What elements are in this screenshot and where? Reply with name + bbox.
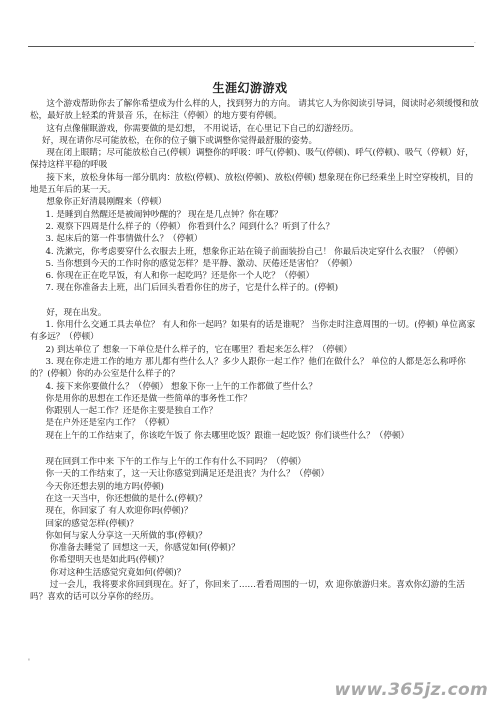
- paragraph-line: 你希望明天也是如此吗(停顿)？: [49, 555, 169, 566]
- bottom-mark: ': [28, 658, 30, 666]
- site-watermark: www.365jz.com: [334, 680, 488, 700]
- paragraph-line: 你跟别人一起工作？还是你主要是独自工作？: [45, 406, 218, 417]
- paragraph-line: 现在回到工作中来 下午的工作与上午的工作有什么不同吗？（停顿）: [45, 457, 307, 468]
- list-item: 2. 观察下四周是什么样子的（停顿） 你看到什么？闻到什么？听到了什么？: [45, 221, 335, 232]
- paragraph: 想象你正好清晨刚醒来（停顿）: [46, 197, 167, 208]
- paragraph-line: 回家的感觉怎样(停顿)？: [45, 518, 139, 529]
- list-item: 6. 你现在正在吃早饭，有人和你一起吃吗？还是你一个人吃？（停顿）: [45, 271, 315, 282]
- paragraph: 好，现在请你尽可能放松，在你的位子躺下或调整你觉得最舒服的姿势。: [42, 135, 318, 146]
- list-item: 3. 现在你走进工作的地方 那儿都有些什么人？多少人跟你一起工作？他们在做什么？ 单位的人都是怎么称呼你的？(停顿）你的办公室是什么样子的？: [30, 356, 466, 380]
- paragraph: 接下来，放松身体每一部分肌肉：放松(停顿)、放松(停顿)、放松(停顿) 想象现在你已经乘坐上时空穿梭机，目的地是五年后的某一天。: [30, 172, 474, 196]
- paragraph-line: 你对这种生活感觉究竟如何(停顿)？: [49, 567, 186, 578]
- paragraph-line: 是在户外还是室内工作？（停顿）: [45, 418, 175, 429]
- paragraph-closing: 过一会儿，我将要求你回到现在。好了，你回来了……看看周围的一切，欢 迎你旅游归来。喜欢你幻游的生活吗？喜欢的话可以分享你的经历。: [30, 579, 465, 603]
- header-rule: [28, 46, 474, 47]
- list-item: 4. 洗漱完，你考虑要穿什么衣服去上班，想象你正站在镜子前面装扮自己！ 你最后决定穿什么衣服？（停顿）: [45, 246, 464, 257]
- paragraph-line: 现在，你回家了 有人欢迎你吗(停顿)？: [45, 506, 193, 517]
- paragraph: 这有点像催眠游戏，你需要做的是幻想， 不用说话，在心里记下自己的幻游经历。: [46, 123, 359, 134]
- spacer: [30, 442, 480, 456]
- paragraph-line: 在这一天当中，你还想做的是什么(停顿)？: [45, 493, 207, 504]
- list-item: 1. 你用什么交通工具去单位？ 有人和你一起吗？如果有的话是谁呢？ 当你走时注意周围的一切。(停顿) 单位离家有多远？（停顿）: [30, 320, 476, 343]
- list-item: 4. 接下来你要做什么？（停顿） 想象下你一上午的工作都做了些什么？: [45, 381, 317, 392]
- document-body: [30, 98, 480, 604]
- paragraph-line: 今天你还想去别的地方吗(停顿): [45, 481, 164, 492]
- paragraph-line: 现在上午的工作结束了，你该吃午饭了 你去哪里吃饭？跟谁一起吃饭？你们谈些什么？（停顿）: [45, 430, 410, 441]
- list-item: 1. 是睡到自然醒还是被闹钟吵醒的？ 现在是几点钟？你在哪？: [45, 209, 283, 220]
- list-item: 3. 起床后的第一件事情做什么？（停顿）: [45, 234, 203, 245]
- list-item: 5. 当你想到今天的工作时你的感觉怎样？是平静、激动、厌倦还是害怕？（停顿）: [45, 258, 358, 269]
- paragraph-line: 你准备去睡觉了 回想这一天，你感觉如何(停顿)？: [49, 543, 240, 554]
- paragraph: 现在闭上眼睛；尽可能放松自己(停顿）调整你的呼吸：呼气(停顿)、吸气(停顿)、呼气(停顿)、吸气（停顿）好，保持这样平稳的呼吸: [30, 148, 474, 171]
- paragraph-line: 你是用你的思想在工作还是做一些简单的事务性工作？: [45, 393, 252, 404]
- list-item: 7. 现在你准备去上班，出门后回头看看你住的房子，它是什么样子的。(停顿): [45, 283, 339, 294]
- paragraph-line: 你一天的工作结束了，这一天让你感觉到满足还是沮丧？为什么？（停顿）: [45, 469, 330, 480]
- list-item: 2) 到达单位了 想象一下单位是什么样子的，它在哪里？看起来怎么样？（停顿）: [45, 344, 352, 355]
- paragraph: 好，现在出发。: [46, 307, 107, 318]
- paragraph-intro: 这个游戏帮助你去了解你希望成为什么样的人，找到努力的方向。 请其它人为你阅读引导词，阅读时必须缓慢和放松，最好放上轻柔的背景音 乐，在标注（停顿）的地方要有停顿。: [30, 99, 479, 122]
- page-title: 生涯幻游游戏: [212, 81, 288, 95]
- corner-mark: .: [474, 38, 476, 45]
- paragraph-line: 你如何与家人分享这一天所做的事(停顿)？: [45, 530, 207, 541]
- spacer: [30, 295, 480, 307]
